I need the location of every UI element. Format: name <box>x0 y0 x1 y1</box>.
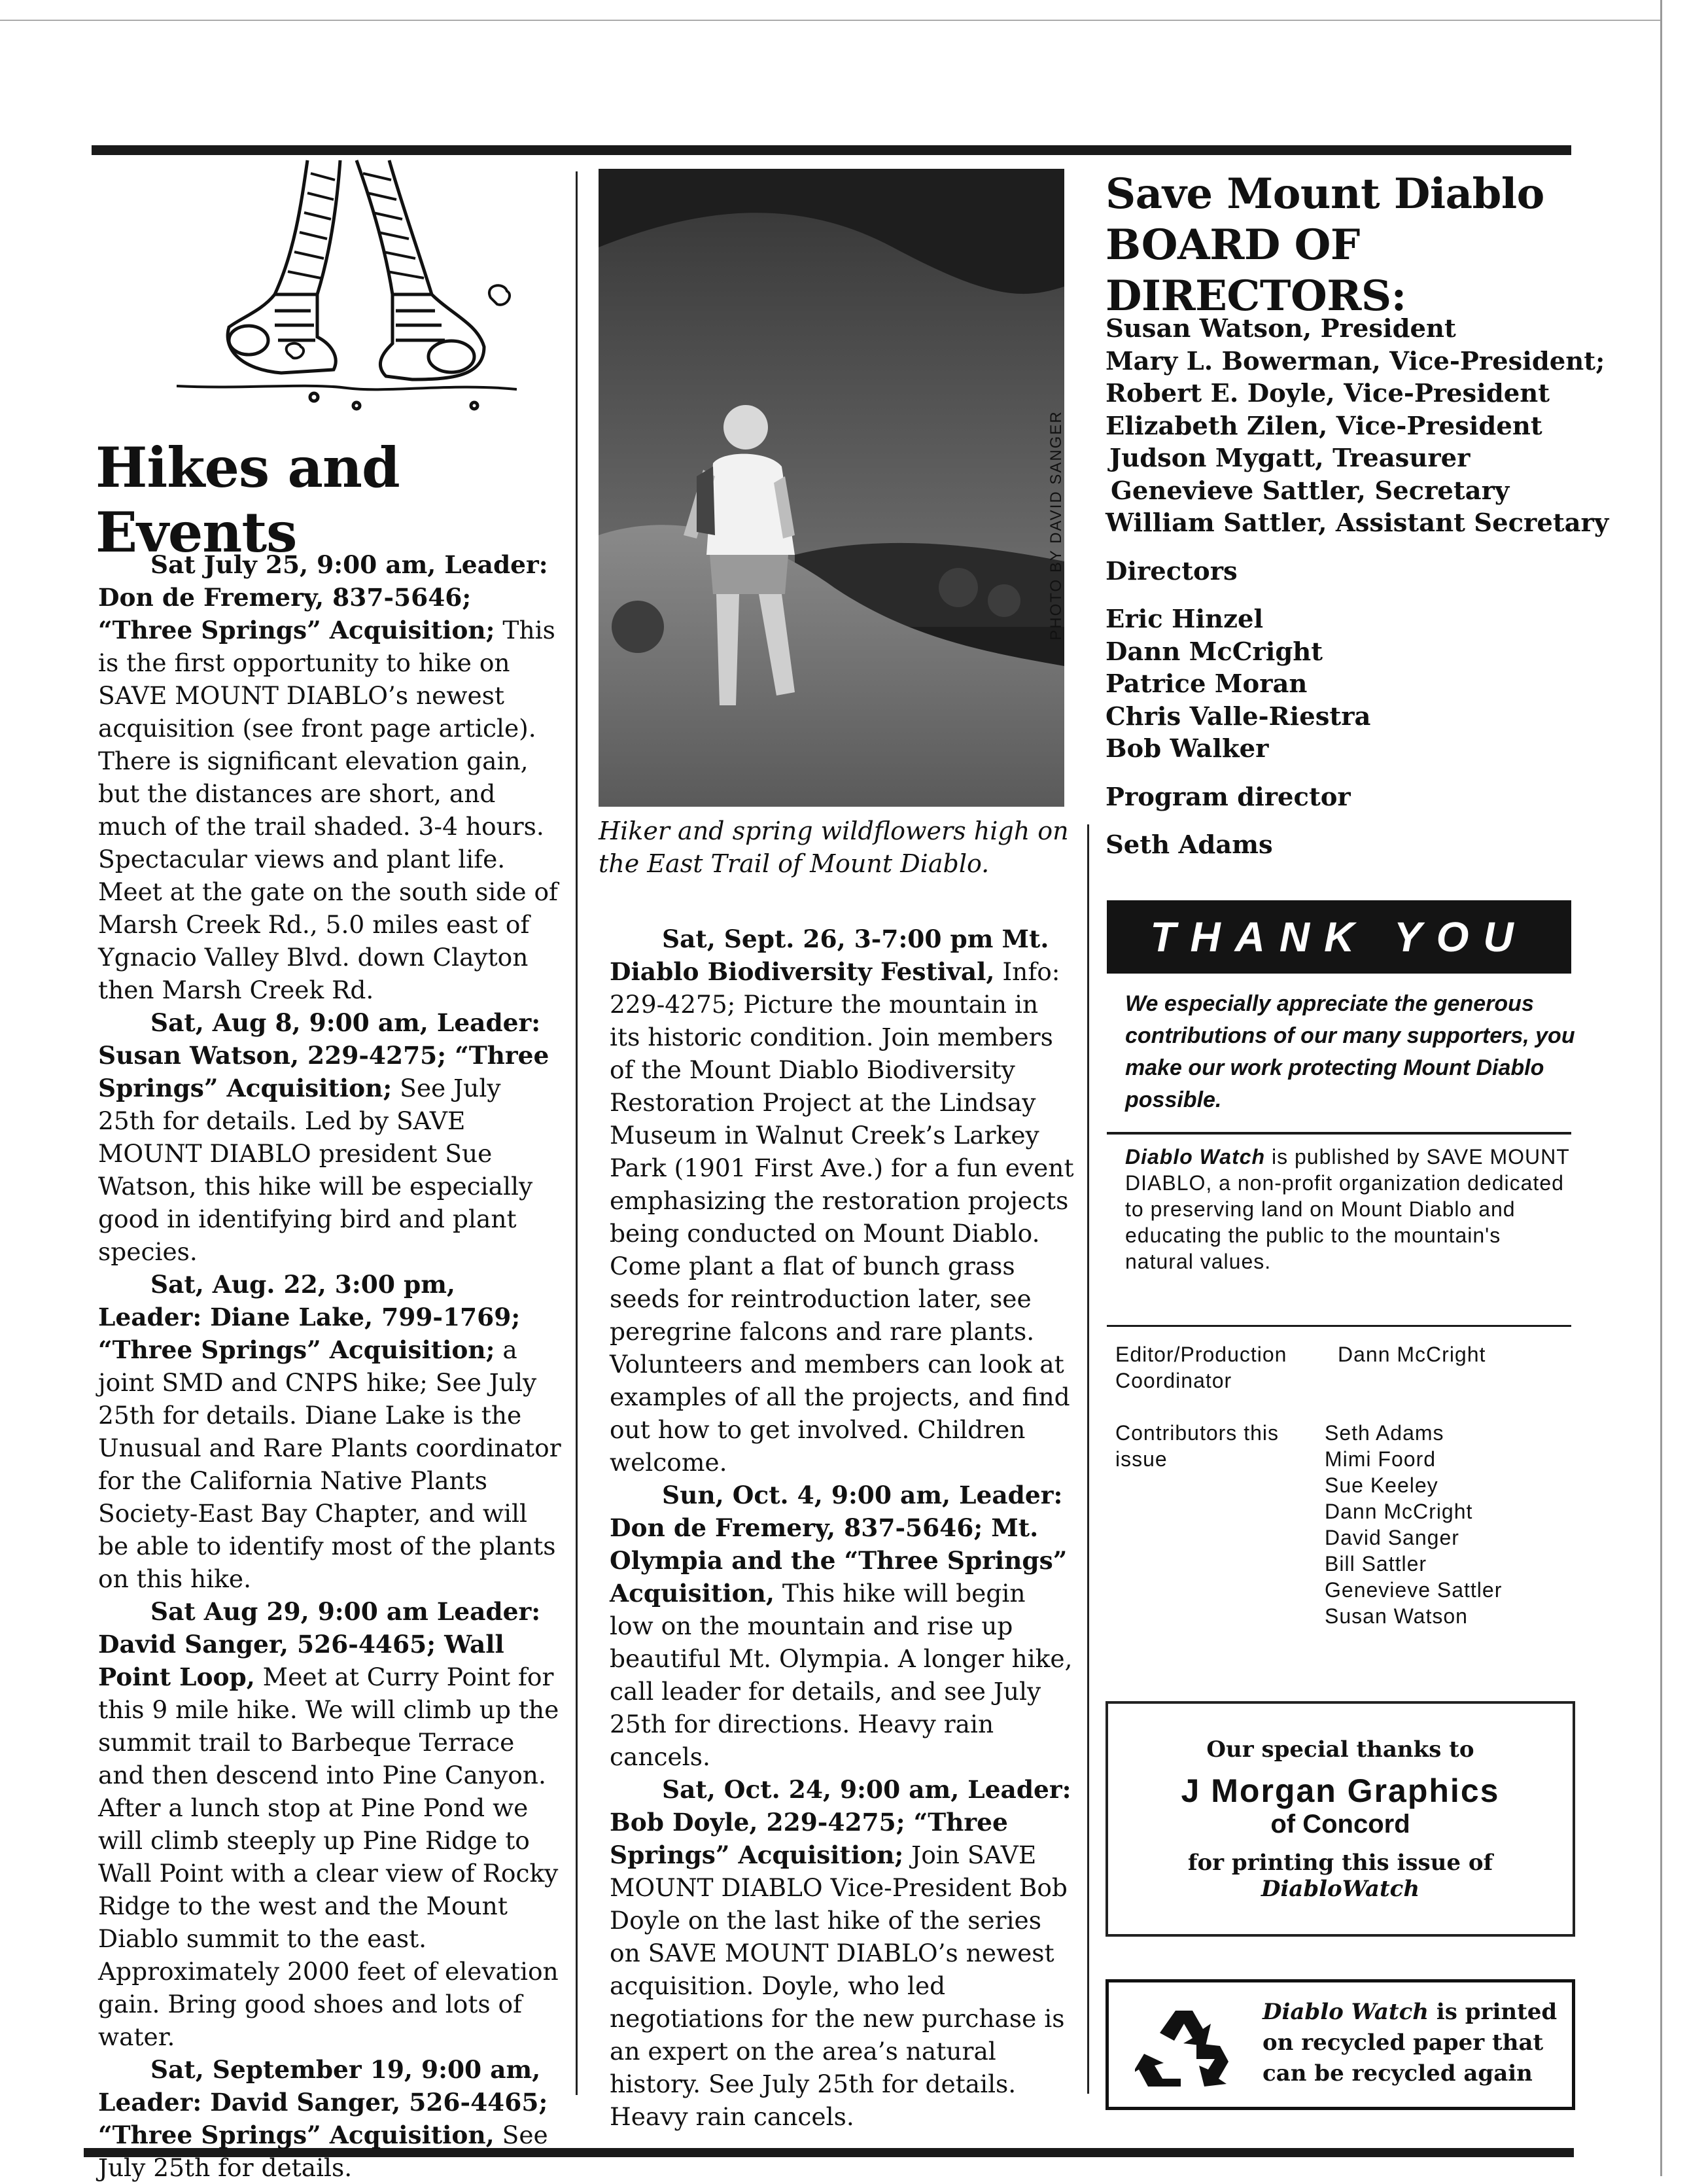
photo-credit-text: PHOTO BY DAVID SANGER <box>1047 410 1065 641</box>
special-thanks-box <box>1106 1701 1575 1937</box>
special-thanks-line4: for printing this issue of <box>1187 1850 1493 1876</box>
director: Dann McCright <box>1106 637 1323 667</box>
officer: Susan Watson, President <box>1106 314 1456 343</box>
officer: Judson Mygatt, Treasurer <box>1109 444 1471 473</box>
event-body: This hike will begin low on the mountain and rise up beautiful Mt. Olympia. A longer hike, call leader for details, and see July 25th for directions. Heavy rain cancels. <box>610 1579 1073 1771</box>
thank-you-banner: THANK YOU <box>1107 900 1571 974</box>
divider-credits <box>1107 1325 1571 1327</box>
contributor: Dann McCright <box>1325 1500 1473 1523</box>
event-item <box>98 1268 563 1595</box>
event-item <box>98 1595 563 2053</box>
hiking-boots-illustration <box>177 154 517 422</box>
recycle-text <box>1262 1997 1570 2089</box>
directors-label: Directors <box>1106 556 1238 586</box>
board-heading <box>1106 169 1616 322</box>
event-head: Sat, Aug 8, 9:00 am, Leader: Susan Watson, 229-4275; “Three Springs” Acquisition; <box>98 1008 549 1102</box>
special-thanks-city: of Concord <box>1270 1810 1410 1839</box>
event-head: Sat, September 19, 9:00 am, Leader: David Sanger, 526-4465; “Three Springs” Acquisition, <box>98 2055 548 2149</box>
event-body: Join SAVE MOUNT DIABLO Vice-President Bob Doyle on the last hike of the series on SAVE MOUNT DIABLO’s newest acquisition. Doyle, who led negotiations for the new purchase is an expert on the area’s natural history. See July 25th for details. Heavy rain cancels. <box>610 1841 1068 2131</box>
event-head: Sat, Oct. 24, 9:00 am, Leader: Bob Doyle, 229-4275; “Three Springs” Acquisition; <box>610 1775 1071 1869</box>
contributor: Mimi Foord <box>1325 1447 1437 1471</box>
officer: Elizabeth Zilen, Vice-President <box>1106 411 1542 441</box>
event-item <box>610 1773 1074 2133</box>
event-item <box>610 923 1074 1479</box>
officer: Genevieve Sattler, Secretary <box>1111 476 1510 506</box>
event-item <box>610 1479 1074 1773</box>
event-body: See July 25th for details. Led by SAVE MOUNT DIABLO president Sue Watson, this hike will be especially good in identifying bird and plant species. <box>98 1074 533 1266</box>
recycle-publication: Diablo Watch <box>1262 1999 1429 2025</box>
hikes-and-events-heading: Hikes and Events <box>96 435 400 565</box>
special-thanks-line1: Our special thanks to <box>1206 1736 1474 1763</box>
event-body: See July 25th for details. <box>98 2121 548 2182</box>
director: Bob Walker <box>1106 734 1269 764</box>
program-director-label: Program director <box>1106 782 1351 812</box>
event-head: Sat, Aug. 22, 3:00 pm, Leader: Diane Lake, 799-1769; “Three Springs” Acquisition; <box>98 1270 521 1364</box>
event-body: Info: 229-4275; Picture the mountain in its historic condition. Join members of the Mount Diablo Biodiversity Restoration Project at the Lindsay Museum in Walnut Creek’s Larkey Park (1901 First Ave.) for a fun event emphasizing the restoration projects being conducted on Mount Diablo. Come plant a flat of bunch grass seeds for reintroduction later, see peregrine falcons and rare plants. Volunteers and members can look at examples of all the projects, and find out how to get involved. Children welcome. <box>610 957 1074 1477</box>
credits <box>1115 1341 1586 1629</box>
event-body: This is the first opportunity to hike on SAVE MOUNT DIABLO’s newest acquisition (see front page article). There is significant elevation gain, but the distances are short, and much of the trail shaded. 3-4 hours. Spectacular views and plant life. Meet at the gate on the south side of Marsh Creek Rd., 5.0 miles east of Ygnacio Valley Blvd. down Clayton then Marsh Creek Rd. <box>98 616 558 1004</box>
photo-credit <box>1047 169 1095 807</box>
event-head: Sun, Oct. 4, 9:00 am, Leader: Don de Fremery, 837-5646; Mt. Olympia and the “Three Springs” Acquisition, <box>610 1481 1068 1608</box>
publisher-name: Diablo Watch <box>1125 1145 1266 1169</box>
event-item <box>98 1006 563 1268</box>
col1-events <box>98 548 563 2184</box>
photo-caption: Hiker and spring wildflowers high on the East Trail of Mount Diablo. <box>599 817 1069 878</box>
event-head: Sat July 25, 9:00 am, Leader: Don de Fremery, 837-5646; “Three Springs” Acquisition; <box>98 550 548 644</box>
contributors-list <box>1325 1420 1502 1629</box>
editor-row <box>1115 1341 1586 1394</box>
recycle-icon <box>1135 2005 1233 2090</box>
column-divider-2 <box>1087 824 1089 2094</box>
contributor: Sue Keeley <box>1325 1473 1438 1497</box>
event-head: Sat, Sept. 26, 3-7:00 pm Mt. Diablo Biodiversity Festival, <box>610 925 1049 986</box>
officer: Mary L. Bowerman, Vice-President; <box>1106 346 1605 376</box>
special-thanks-company: J Morgan Graphics <box>1181 1772 1500 1809</box>
contributor: Seth Adams <box>1325 1421 1444 1445</box>
event-head: Sat Aug 29, 9:00 am Leader: David Sanger, 526-4465; Wall Point Loop, <box>98 1597 541 1691</box>
contributor: Genevieve Sattler <box>1325 1578 1503 1602</box>
contributors-role: Contributors this issue <box>1115 1421 1279 1471</box>
divider-publisher <box>1107 1132 1571 1135</box>
event-item <box>98 2053 563 2184</box>
contributor: Susan Watson <box>1325 1604 1468 1628</box>
program-director: Seth Adams <box>1106 830 1273 860</box>
top-edge-line <box>0 20 1662 21</box>
board-list <box>1106 313 1629 862</box>
column-divider-1 <box>576 171 578 2095</box>
thank-you-text: We especially appreciate the generous contributions of our many supporters, you make our work protecting Mount Diablo possible. <box>1125 991 1575 1112</box>
hiker-photo <box>599 169 1064 807</box>
director: Eric Hinzel <box>1106 605 1264 634</box>
recycle-line1: is printed <box>1429 1999 1558 2025</box>
event-body: a joint SMD and CNPS hike; See July 25th for details. Diane Lake is the Unusual and Rare Plants coordinator for the California Native Plants Society-East Bay Chapter, and will be able to identify most of the plants on this hike. <box>98 1335 561 1593</box>
recycle-line2: on recycled paper that <box>1262 2030 1544 2056</box>
officer: William Sattler, Assistant Secretary <box>1106 508 1609 538</box>
editor-name: Dann McCright <box>1338 1343 1486 1366</box>
board-heading-line2: BOARD OF DIRECTORS: <box>1106 220 1406 321</box>
right-edge-line <box>1660 0 1662 2176</box>
contributor: Bill Sattler <box>1325 1552 1427 1576</box>
director: Chris Valle-Riestra <box>1106 701 1371 731</box>
editor-role: Editor/Production Coordinator <box>1115 1343 1287 1392</box>
recycle-line3: can be recycled again <box>1262 2060 1533 2087</box>
special-thanks-publication: DiabloWatch <box>1261 1876 1420 1902</box>
publisher-text: is published by SAVE MOUNT DIABLO, a non-profit organization dedicated to preserving land on Mount Diablo and educating the public to the mountain's natural values. <box>1125 1145 1570 1273</box>
board-heading-line1: Save Mount Diablo <box>1106 169 1544 219</box>
contributor: David Sanger <box>1325 1526 1459 1549</box>
event-item <box>98 548 563 1006</box>
director: Patrice Moran <box>1106 669 1308 699</box>
event-body: Meet at Curry Point for this 9 mile hike. We will climb up the summit trail to Barbeque Terrace and then descend into Pine Canyon. After a lunch stop at Pine Pond we will climb steeply up Pine Ridge to Wall Point with a clear view of Rocky Ridge to the west and the Mount Diablo summit to the east. Approximately 2000 feet of elevation gain. Bring good shoes and lots of water. <box>98 1663 559 2051</box>
publisher-note <box>1125 1144 1570 1275</box>
contributors-row <box>1115 1420 1586 1629</box>
recycled-paper-box <box>1106 1979 1575 2110</box>
officer: Robert E. Doyle, Vice-President <box>1106 379 1550 408</box>
col2-events <box>610 923 1074 2133</box>
